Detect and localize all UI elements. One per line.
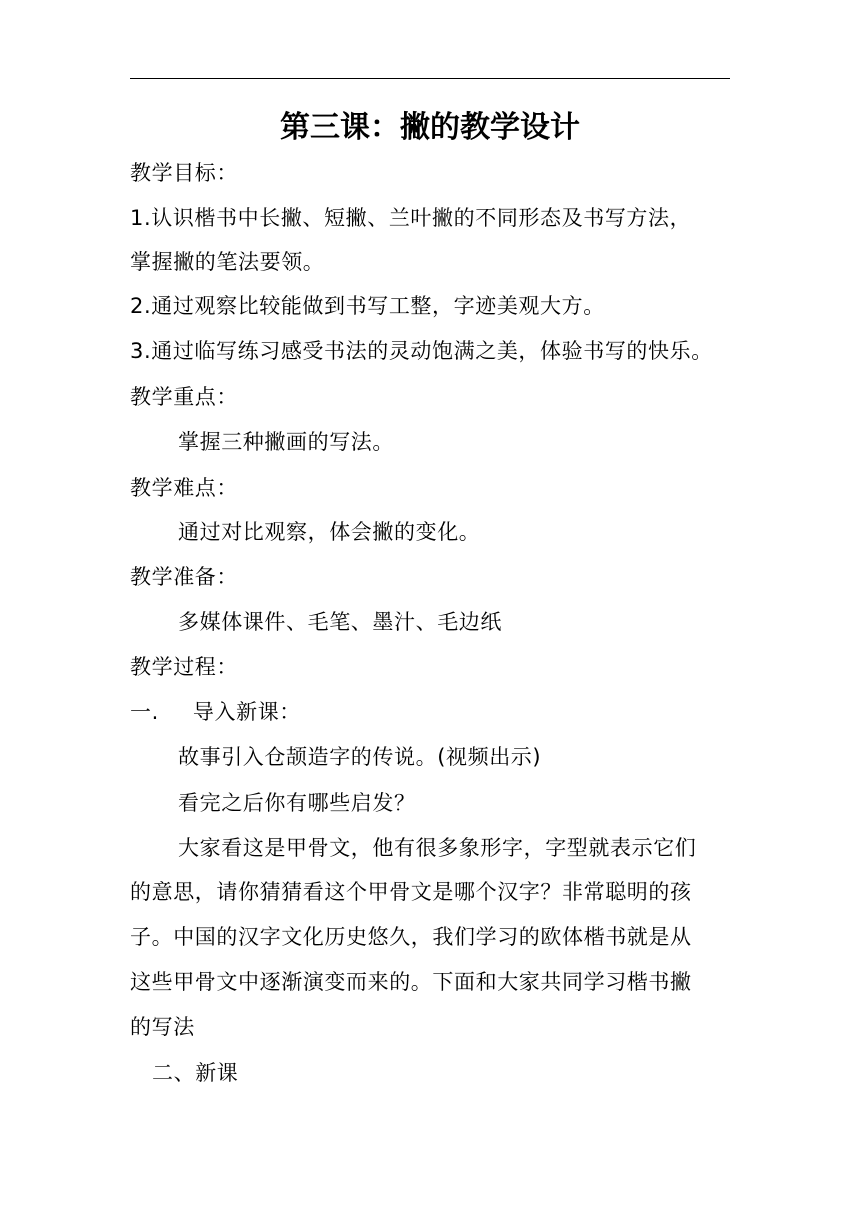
section-1-heading xyxy=(130,697,301,727)
document-title: 第三课：撇的教学设计 xyxy=(280,110,580,145)
objective-item-1-line-1: 1.认识楷书中长撇、短撇、兰叶撇的不同形态及书写方法， xyxy=(130,206,692,230)
process-heading: 教学过程： xyxy=(130,655,238,679)
header-rule xyxy=(130,78,730,79)
preparation-content: 多媒体课件、毛笔、墨汁、毛边纸 xyxy=(178,610,502,634)
section-1-paragraph-3-line-5: 的写法 xyxy=(130,1015,195,1039)
section-1-paragraph-3-line-1: 大家看这是甲骨文，他有很多象形字，字型就表示它们 xyxy=(178,836,697,860)
key-point-content: 掌握三种撇画的写法。 xyxy=(178,430,394,454)
section-1-paragraph-2: 看完之后你有哪些启发？ xyxy=(178,791,416,815)
objective-item-3: 3.通过临写练习感受书法的灵动饱满之美，体验书写的快乐。 xyxy=(130,339,713,363)
objective-item-1-line-2: 掌握撇的笔法要领。 xyxy=(130,250,325,274)
section-1-paragraph-3-line-4: 这些甲骨文中逐渐演变而来的。下面和大家共同学习楷书撇 xyxy=(130,970,692,994)
section-1-paragraph-3-line-2: 的意思，请你猜猜看这个甲骨文是哪个汉字？非常聪明的孩 xyxy=(130,880,692,904)
section-2-heading: 二、新课 xyxy=(152,1061,239,1085)
section-1-number: 一. xyxy=(130,700,159,724)
objective-item-2: 2.通过观察比较能做到书写工整，字迹美观大方。 xyxy=(130,294,605,318)
section-1-title: 导入新课： xyxy=(192,700,301,724)
difficulty-content: 通过对比观察，体会撇的变化。 xyxy=(178,520,481,544)
objectives-heading: 教学目标： xyxy=(130,161,238,185)
section-1-paragraph-3-line-3: 子。中国的汉字文化历史悠久，我们学习的欧体楷书就是从 xyxy=(130,925,692,949)
difficulty-heading: 教学难点： xyxy=(130,476,238,500)
preparation-heading: 教学准备： xyxy=(130,565,238,589)
section-1-paragraph-1: 故事引入仓颉造字的传说。(视频出示) xyxy=(178,745,542,769)
key-point-heading: 教学重点： xyxy=(130,385,238,409)
